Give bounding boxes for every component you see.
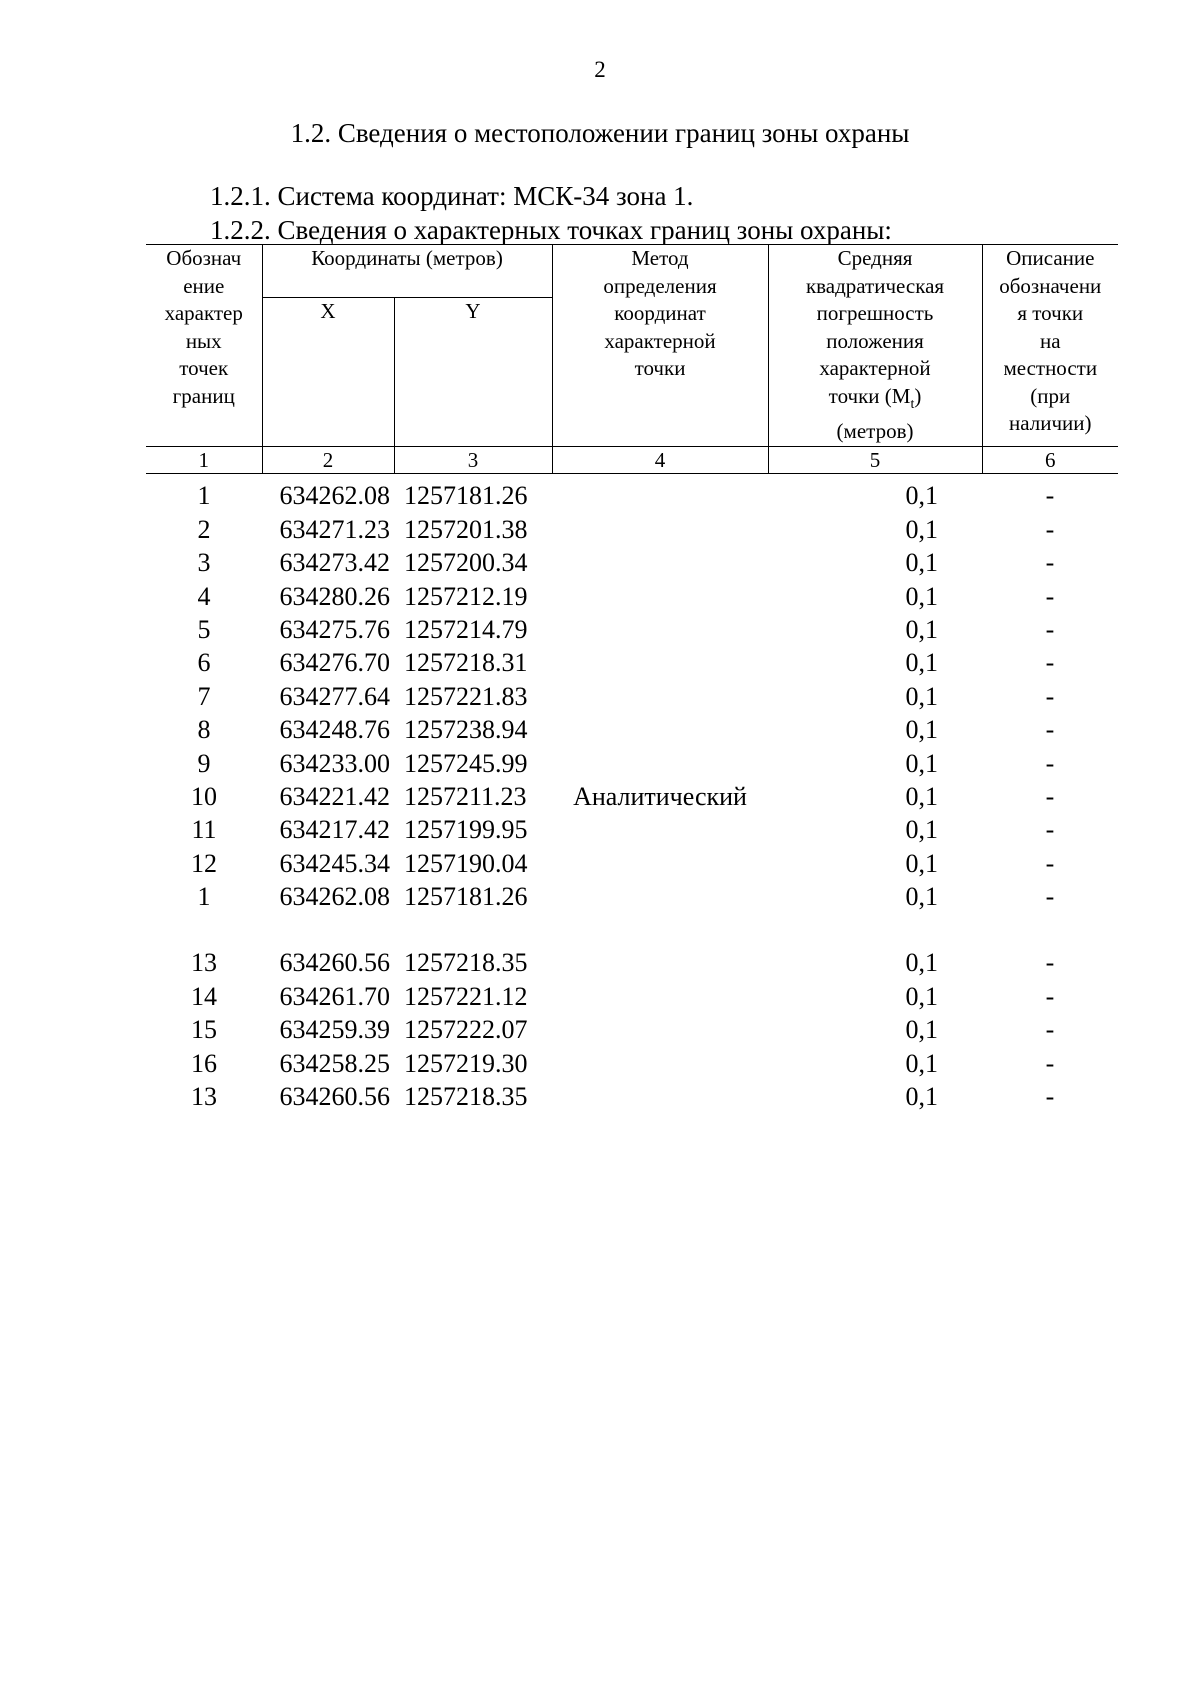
header-coordinates: Координаты (метров)	[262, 245, 552, 298]
description-cell: -	[1045, 948, 1055, 978]
y-coordinate-cell: 1257199.95	[404, 815, 528, 845]
x-coordinate-cell: 634259.39	[279, 1015, 390, 1045]
x-coordinate-cell: 634258.25	[279, 1048, 390, 1078]
point-number-cell: 6	[197, 648, 211, 678]
error-cell: 0,1	[905, 815, 939, 845]
empty-cell	[146, 914, 262, 947]
point-number-cell: 3	[197, 548, 211, 578]
error-cell: 0,1	[905, 981, 939, 1011]
description-cell: -	[1045, 1015, 1055, 1045]
x-coordinate-cell: 634262.08	[279, 481, 390, 511]
header-point-designation: Обознач ение характер ных точек границ	[146, 245, 262, 447]
y-coordinate-cell: 1257218.35	[404, 1082, 528, 1112]
column-number: 6	[982, 446, 1118, 473]
y-coordinate-cell: 1257211.23	[404, 781, 527, 811]
point-number-cell: 10	[191, 781, 217, 811]
y-coordinate-cell: 1257219.30	[404, 1048, 528, 1078]
point-number-cell: 2	[197, 514, 211, 544]
column-number: 1	[146, 446, 262, 473]
description-cell: -	[1045, 1082, 1055, 1112]
column-number: 4	[552, 446, 768, 473]
error-cell: 0,1	[905, 1048, 939, 1078]
description-cell: -	[1045, 981, 1055, 1011]
error-cell: 0,1	[905, 781, 939, 811]
error-cell: 0,1	[905, 481, 939, 511]
description-cell: -	[1045, 481, 1055, 511]
x-coordinate-cell: 634280.26	[279, 581, 390, 611]
x-coordinate-cell: 634217.42	[279, 815, 390, 845]
x-coordinate-cell: 634276.70	[279, 648, 390, 678]
empty-cell	[394, 914, 552, 947]
description-cell: -	[1045, 581, 1055, 611]
y-coordinate-cell: 1257245.99	[404, 748, 528, 778]
error-cell: 0,1	[905, 548, 939, 578]
page-number: 2	[594, 57, 606, 82]
point-number-cell: 7	[197, 681, 211, 711]
error-cell: 0,1	[905, 948, 939, 978]
error-cell: 0,1	[905, 1082, 939, 1112]
y-coordinate-cell: 1257222.07	[404, 1015, 528, 1045]
y-coordinate-cell: 1257218.35	[404, 948, 528, 978]
y-coordinate-cell: 1257200.34	[404, 548, 528, 578]
x-coordinate-cell: 634248.76	[279, 715, 390, 745]
x-coordinate-cell: 634277.64	[279, 681, 390, 711]
point-number-cell: 5	[197, 614, 211, 644]
y-coordinate-cell: 1257181.26	[404, 882, 528, 912]
header-method: Метод определения координат характерной точки	[552, 245, 768, 447]
y-coordinate-cell: 1257201.38	[404, 514, 528, 544]
description-cell: -	[1045, 514, 1055, 544]
x-coordinate-cell: 634275.76	[279, 614, 390, 644]
description-cell: -	[1045, 848, 1055, 878]
error-cell: 0,1	[905, 614, 939, 644]
point-number-cell: 9	[197, 748, 211, 778]
point-number-cell: 1	[197, 882, 211, 912]
error-cell: 0,1	[905, 748, 939, 778]
coordinate-system-line: 1.2.1. Система координат: МСК-34 зона 1.	[210, 181, 694, 211]
section-title: 1.2. Сведения о местоположении границ зоны охраны	[290, 118, 910, 148]
y-coordinate-cell: 1257221.12	[404, 981, 528, 1011]
y-coordinate-cell: 1257214.79	[404, 614, 528, 644]
empty-cell	[768, 914, 982, 947]
empty-cell	[982, 914, 1118, 947]
description-cell: -	[1045, 614, 1055, 644]
column-number: 5	[768, 446, 982, 473]
y-coordinate-cell: 1257212.19	[404, 581, 528, 611]
x-coordinate-cell: 634233.00	[279, 748, 390, 778]
error-cell: 0,1	[905, 848, 939, 878]
point-number-cell: 14	[191, 981, 217, 1011]
x-coordinate-cell: 634221.42	[279, 781, 390, 811]
error-cell: 0,1	[905, 882, 939, 912]
description-cell: -	[1045, 882, 1055, 912]
error-cell: 0,1	[905, 715, 939, 745]
point-number-cell: 13	[191, 1082, 217, 1112]
error-cell: 0,1	[905, 648, 939, 678]
table-row	[146, 473, 1118, 513]
header-y: Y	[394, 297, 552, 446]
error-cell: 0,1	[905, 581, 939, 611]
header-description: Описание обозначени я точки на местности (при наличии)	[982, 245, 1118, 447]
point-number-cell: 1	[197, 481, 211, 511]
description-cell: -	[1045, 815, 1055, 845]
y-coordinate-cell: 1257221.83	[404, 681, 528, 711]
column-number: 3	[394, 446, 552, 473]
point-number-cell: 12	[191, 848, 217, 878]
point-number-cell: 4	[197, 581, 211, 611]
error-cell: 0,1	[905, 681, 939, 711]
x-coordinate-cell: 634271.23	[279, 514, 390, 544]
boundary-points-table	[146, 244, 1118, 1114]
points-body	[146, 473, 1118, 1114]
description-cell: -	[1045, 648, 1055, 678]
points-title-line: 1.2.2. Сведения о характерных точках границ зоны охраны:	[210, 215, 892, 245]
y-coordinate-cell: 1257238.94	[404, 715, 528, 745]
y-coordinate-cell: 1257218.31	[404, 648, 528, 678]
empty-cell	[262, 914, 394, 947]
description-cell: -	[1045, 748, 1055, 778]
x-coordinate-cell: 634245.34	[279, 848, 390, 878]
y-coordinate-cell: 1257190.04	[404, 848, 528, 878]
x-coordinate-cell: 634260.56	[279, 1082, 390, 1112]
x-coordinate-cell: 634262.08	[279, 882, 390, 912]
point-number-cell: 13	[191, 948, 217, 978]
x-coordinate-cell: 634260.56	[279, 948, 390, 978]
column-number: 2	[262, 446, 394, 473]
header-x: X	[262, 297, 394, 446]
point-number-cell: 16	[191, 1048, 217, 1078]
description-cell: -	[1045, 548, 1055, 578]
y-coordinate-cell: 1257181.26	[404, 481, 528, 511]
method-cell: Аналитический	[573, 781, 747, 811]
description-cell: -	[1045, 1048, 1055, 1078]
x-coordinate-cell: 634261.70	[279, 981, 390, 1011]
x-coordinate-cell: 634273.42	[279, 548, 390, 578]
description-cell: -	[1045, 681, 1055, 711]
description-cell: -	[1045, 781, 1055, 811]
header-error: Средняя квадратическая погрешность положения характерной точки $(M_t)$ (метров)	[768, 245, 982, 447]
point-number-cell: 8	[197, 715, 211, 745]
description-cell: -	[1045, 715, 1055, 745]
error-cell: 0,1	[905, 514, 939, 544]
error-cell: 0,1	[905, 1015, 939, 1045]
point-number-cell: 15	[191, 1015, 217, 1045]
point-number-cell: 11	[191, 815, 217, 845]
